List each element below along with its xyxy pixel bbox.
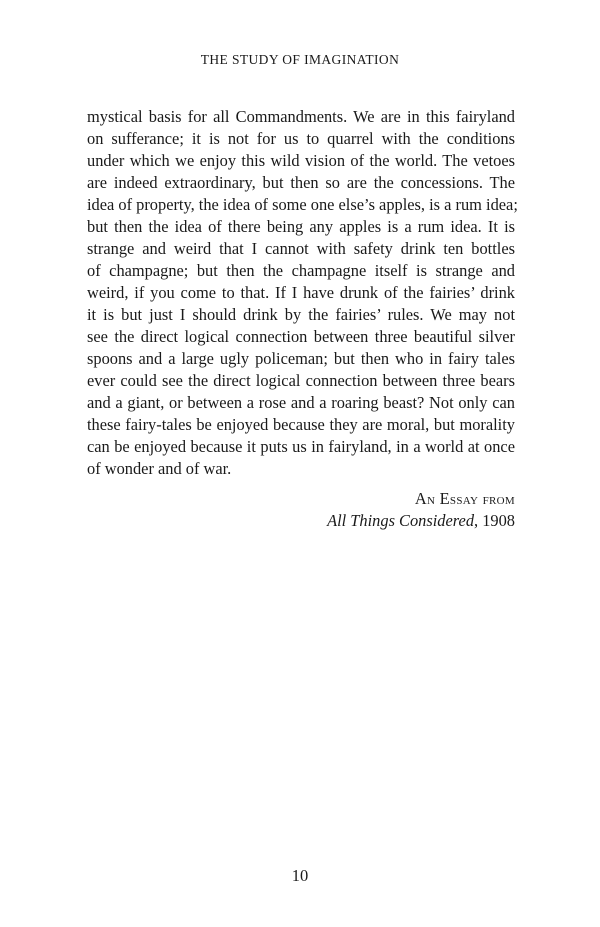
body-line: are indeed extraordinary, but then so are the concessions. The	[87, 173, 515, 192]
body-line: strange and weird that I cannot with safety drink ten bottles	[87, 239, 515, 258]
page-number: 10	[291, 866, 309, 885]
body-line: these fairy-tales be enjoyed because they are moral, but morality	[87, 415, 515, 434]
publication-year: , 1908	[474, 511, 515, 530]
body-line: see the direct logical connection between three beautiful silver	[87, 327, 515, 346]
body-line: of wonder and of war.	[87, 459, 232, 478]
attribution	[327, 488, 515, 532]
body-line: and a giant, or between a rose and a roaring beast? Not only can	[87, 393, 515, 412]
running-head: THE STUDY OF IMAGINATION	[200, 52, 400, 67]
attribution-citation	[327, 510, 515, 532]
body-line: but then the idea of there being any apples is a rum idea. It is	[87, 217, 515, 236]
body-line: ever could see the direct logical connection between three bears	[87, 371, 515, 390]
body-line: spoons and a large ugly policeman; but then who in fairy tales	[87, 349, 515, 368]
body-line: of champagne; but then the champagne itself is strange and	[87, 261, 515, 280]
body-line: on sufferance; it is not for us to quarrel with the conditions	[87, 129, 515, 148]
body-line: weird, if you come to that. If I have drunk of the fairies’ drink	[87, 283, 515, 302]
attribution-source: An Essay from	[414, 489, 515, 508]
book-title: All Things Considered	[327, 511, 475, 530]
body-line: it is but just I should drink by the fairies’ rules. We may not	[87, 305, 515, 324]
body-line: mystical basis for all Commandments. We are in this fairyland	[87, 107, 515, 126]
body-line: idea of property, the idea of some one else’s apples, is a rum idea;	[87, 195, 518, 214]
body-line: can be enjoyed because it puts us in fairyland, in a world at once	[87, 437, 515, 456]
body-paragraph	[87, 106, 518, 480]
body-line: under which we enjoy this wild vision of the world. The vetoes	[87, 151, 515, 170]
